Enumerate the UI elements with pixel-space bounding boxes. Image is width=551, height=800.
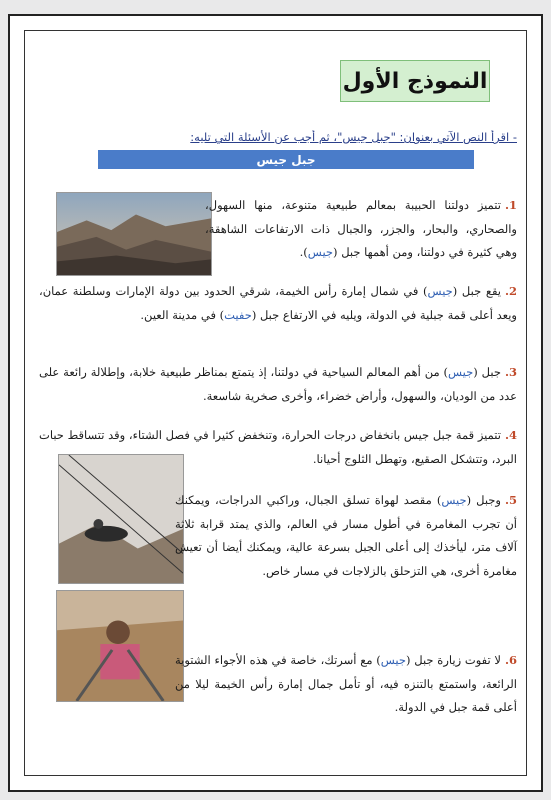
- reading-instruction: - اقرأ النص الآتي بعنوان: "جبل جيس"، ثم أجب عن الأسئلة التي تليه:: [190, 130, 517, 144]
- paragraph-2: [39, 280, 517, 327]
- mountain-name: جيس: [307, 245, 334, 259]
- paragraph-number: 2.: [504, 284, 517, 298]
- mountain-name: جيس: [427, 284, 453, 298]
- paragraph-text: ) في شمال إمارة رأس الخيمة، شرقي الحدود بين دولة الإمارات وسلطنة عمان، ويعد أعلى قمة جبلية في الدولة، ويليه في الارتفاع جبل (: [39, 284, 517, 322]
- mountain-name-hafeet: حفيت: [224, 307, 252, 322]
- paragraph-text: ).: [299, 245, 308, 259]
- zipline-photo: [58, 454, 184, 584]
- page-title-text: النموذج الأول: [342, 68, 488, 94]
- paragraph-3: [39, 361, 517, 408]
- paragraph-6: [175, 649, 517, 720]
- mountain-name: جيس: [441, 493, 467, 507]
- page-title: [340, 60, 490, 102]
- paragraph-text: تتميز دولتنا الحبيبة بمعالم طبيعية متنوعة، منها السهول، والصحاري، والبحار، والجزر، والجبال ذات الارتفاعات الشاهقة، وهي كثيرة في دولتنا، ومن أهمها جبل (: [205, 198, 517, 259]
- paragraph-text: ) في مدينة العين.: [140, 307, 225, 322]
- paragraph-number: 4.: [504, 428, 517, 442]
- paragraph-number: 5.: [504, 493, 518, 507]
- paragraph-text: لا تفوت زيارة جبل (: [406, 653, 501, 667]
- paragraph-text: ) مقصد لهواة تسلق الجبال، وراكبي الدراجات، ويمكنك أن تجرب المغامرة في أطول مسار في العالم، والذي يمتد قرابة ثلاثة آلاف متر، ليأخذك إلى أعلى الجبل بسرعة عالية، ويمكنك أيضا أن تعيش مغامرة أخرى، هي التزحلق بالزلاجات في مسار خاص.: [175, 493, 517, 578]
- passage-title-banner: [98, 150, 474, 169]
- paragraph-number: 3.: [504, 365, 517, 379]
- paragraph-4: [39, 424, 517, 471]
- paragraph-text: تتميز قمة جبل جيس بانخفاض درجات الحرارة، وتنخفض كثيرا في فصل الشتاء، وقد تتساقط حبات البرد، وتتشكل الصقيع، وتهطل الثلوج أحيانا.: [39, 428, 517, 466]
- paragraph-text: جبل (: [473, 365, 501, 379]
- paragraph-5: [175, 489, 517, 583]
- mountain-name: جيس: [448, 365, 474, 379]
- toboggan-photo: [56, 590, 184, 702]
- passage-title: جبل جيس: [256, 152, 316, 167]
- mountain-name: جيس: [380, 653, 406, 667]
- paragraph-text: يقع جبل (: [452, 284, 501, 298]
- paragraph-1: [205, 194, 517, 265]
- mountain-landscape-photo: [56, 192, 212, 276]
- worksheet-page: [8, 14, 543, 792]
- paragraph-text: ) مع أسرتك، خاصة في هذه الأجواء الشتوية الرائعة، واستمتع بالتنزه فيه، أو تأمل جمال إمارة رأس الخيمة ليلا من أعلى قمة جبل في الدولة.: [175, 653, 517, 714]
- paragraph-number: 1.: [504, 198, 517, 212]
- paragraph-number: 6.: [504, 653, 518, 667]
- paragraph-text: وجبل (: [466, 493, 501, 507]
- paragraph-text: ) من أهم المعالم السياحية في دولتنا، إذ يتمتع بمناظر طبيعية خلابة، وإطلالة رائعة على عدد من الوديان، والسهول، وأراض خضراء، وأخرى صخرية شاسعة.: [39, 365, 517, 403]
